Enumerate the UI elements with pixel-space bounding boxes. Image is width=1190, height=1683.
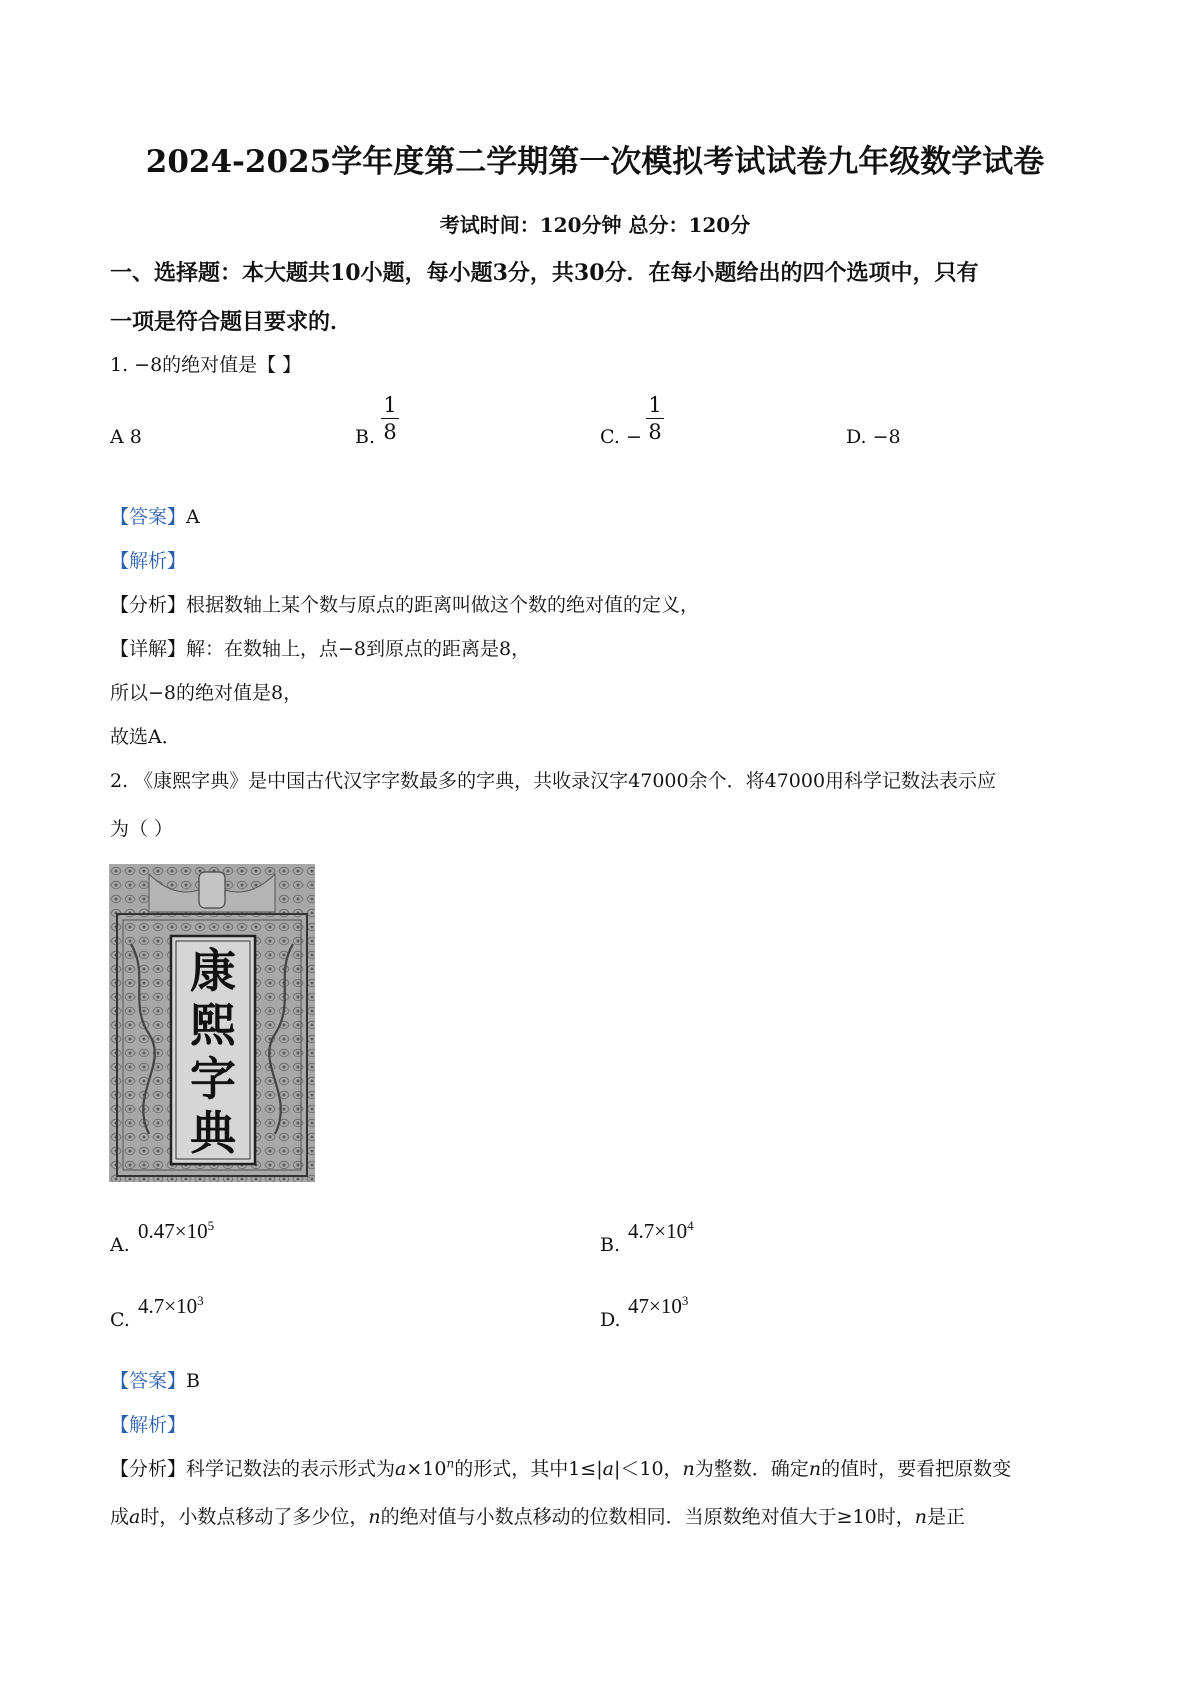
- question-1-stem: 1. −8的绝对值是【 】: [110, 354, 302, 376]
- sci-base: 4.7×10: [138, 1294, 198, 1318]
- question-2-stem-line2: 为（ ）: [110, 818, 174, 840]
- sci-exponent: 5: [207, 1218, 215, 1233]
- fenxi-text: 时，小数点移动了多少位，: [140, 1506, 369, 1528]
- fenxi-text: 根据数轴上某个数与原点的距离叫做这个数的绝对值的定义，: [186, 594, 700, 616]
- sci-base: 4.7×10: [628, 1219, 688, 1243]
- q2-option-b-value: [628, 1218, 694, 1244]
- exam-info: 考试时间：120分钟 总分：120分: [439, 213, 751, 237]
- fenxi-text: 科学记数法的表示形式为: [186, 1458, 396, 1480]
- fraction-denominator: 8: [648, 420, 662, 444]
- q2-option-c-value: [138, 1293, 204, 1319]
- var-a: a: [129, 1506, 141, 1528]
- q1-option-d: D. −8: [846, 426, 901, 448]
- q2-option-a-label: A.: [110, 1234, 130, 1256]
- q2-analysis-tag: 【解析】: [110, 1414, 187, 1436]
- fraction-denominator: 8: [383, 420, 397, 444]
- answer-value: B: [186, 1370, 200, 1392]
- var-n: n: [368, 1506, 381, 1528]
- fenxi-text: |＜10，: [613, 1458, 683, 1480]
- fenxi-text: 为整数．确定: [694, 1458, 809, 1480]
- kangxi-dictionary-cover-image: [109, 864, 315, 1182]
- fraction-bar: [646, 418, 664, 419]
- q1-option-b-fraction: [381, 393, 399, 444]
- fenxi-text: 成: [110, 1506, 130, 1528]
- q2-option-d-label: D.: [600, 1309, 621, 1331]
- q1-xiangjie: [110, 634, 530, 661]
- fraction-numerator: 1: [383, 393, 397, 417]
- sci-base: 47×10: [628, 1294, 682, 1318]
- q1-option-c-label: C. −: [600, 426, 642, 448]
- fraction-numerator: 1: [648, 393, 662, 417]
- sci-base: 0.47×10: [138, 1219, 208, 1243]
- fenxi-text: 的绝对值与小数点移动的位数相同．当原数绝对值大于≥10时，: [380, 1506, 915, 1528]
- var-n: n: [682, 1458, 695, 1480]
- fraction-bar: [381, 418, 399, 419]
- q1-answer: [110, 502, 200, 529]
- fenxi-text: ×10: [406, 1458, 447, 1480]
- fenxi-tag: 【分析】: [110, 1458, 187, 1480]
- xiangjie-tag: 【详解】: [110, 638, 187, 660]
- q1-analysis-tag: 【解析】: [110, 550, 187, 572]
- var-n: n: [914, 1506, 927, 1528]
- sci-exponent: 3: [197, 1293, 204, 1308]
- xiangjie-text: 解：在数轴上，点−8到原点的距离是8，: [186, 638, 531, 660]
- sci-exponent: 3: [681, 1293, 689, 1308]
- page-title: 2024-2025学年度第二学期第一次模拟考试试卷九年级数学试卷: [145, 144, 1045, 180]
- var-n: n: [808, 1458, 822, 1480]
- q2-fenxi-line1: [110, 1454, 1011, 1481]
- var-a: a: [602, 1458, 614, 1480]
- q1-fenxi: [110, 590, 699, 617]
- q1-option-a: A 8: [110, 426, 142, 448]
- fenxi-tag: 【分析】: [110, 594, 187, 616]
- q2-answer: [110, 1366, 200, 1393]
- section-heading-line2: 一项是符合题目要求的．: [110, 309, 353, 335]
- q1-line3: 所以−8的绝对值是8，: [110, 682, 303, 704]
- fenxi-text: 的值时，要看把原数变: [821, 1458, 1012, 1480]
- q2-option-a-value: [138, 1218, 214, 1244]
- q1-option-b-label: B.: [355, 426, 376, 448]
- q2-option-c-label: C.: [110, 1309, 130, 1331]
- q1-line4: 故选A．: [110, 726, 181, 748]
- question-2-stem-line1: 2. 《康熙字典》是中国古代汉字字数最多的字典，共收录汉字47000余个．将47000用科学记数法表示应: [110, 770, 997, 792]
- fenxi-text: 的形式，其中1≤|: [454, 1458, 603, 1480]
- fenxi-text: 是正: [926, 1506, 965, 1528]
- q2-fenxi-line2: [110, 1502, 965, 1529]
- q1-option-c-fraction: [646, 393, 664, 444]
- answer-tag: 【答案】: [110, 506, 187, 528]
- section-heading-line1: 一、选择题：本大题共10小题，每小题3分，共30分．在每小题给出的四个选项中，只有: [110, 260, 979, 286]
- var-a: a: [395, 1458, 407, 1480]
- q2-option-d-value: [628, 1293, 688, 1319]
- answer-tag: 【答案】: [110, 1370, 187, 1392]
- sci-exponent: 4: [687, 1218, 694, 1233]
- var-n: n: [446, 1456, 455, 1471]
- cover-title-text: 康熙字典: [190, 944, 236, 1160]
- q2-option-b-label: B.: [600, 1234, 621, 1256]
- answer-value: A: [186, 506, 200, 528]
